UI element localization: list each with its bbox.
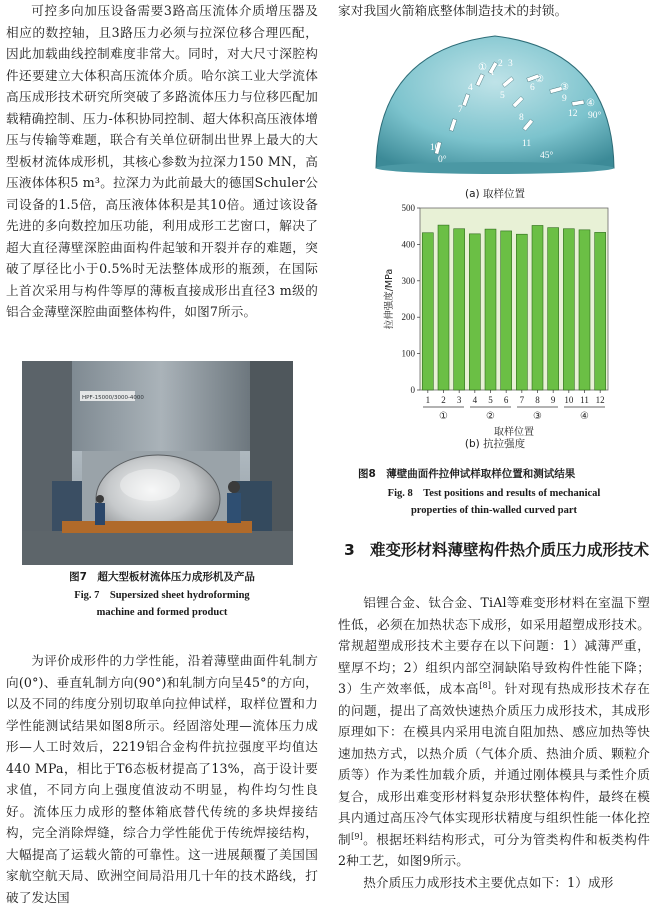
paragraph-mechanical-properties: 为评价成形件的力学性能，沿着薄壁曲面件轧制方向(0°)、垂直轧制方向(90°)和轧制方向呈45°的方向，以及不同的纬度分别切取单向拉伸试样，取样位置和力学性能测试结果如图8所示。经固溶处理—流体压力成形—人工时效后，2219铝合金构件抗拉强度平均值达440 MPa，相比于T6态板材提高了13%，高于设计要求值，不同方向上强度值波动不明显，构件均匀性良好。流体压力成形的整体箱底替代传统的多块焊接结构，完全消除焊缝，综合力学性能优于传统焊接结构，大幅提高了运载火箭的可靠性。这一进展颠覆了美国国家航空航天局、欧洲空间局沿用几十年的技术路线，打破了发达国 [6, 653, 318, 905]
x-tick-label: 6 [503, 395, 509, 405]
spec-label-5: 5 [500, 91, 505, 101]
y-axis-label: 拉伸强度/MPa [384, 268, 395, 330]
group-label: ② [486, 411, 495, 422]
fig8-caption-cn: 图8 薄壁曲面件拉伸试样取样位置和测试结果 [358, 468, 576, 480]
x-tick-label: 7 [519, 395, 525, 405]
tensile-strength-chart [370, 200, 620, 445]
bar-1 [422, 233, 433, 390]
spec-label-10: 10 [430, 143, 440, 153]
spec-label-7: 7 [458, 105, 463, 115]
hydroforming-machine-image [22, 361, 293, 565]
fig8-caption [338, 466, 650, 519]
x-tick-label: 1 [425, 395, 431, 405]
fig8a-caption: (a) 取样位置 [465, 188, 525, 200]
angle-label-90: 90° [588, 111, 602, 121]
fig8a-dome [372, 28, 618, 198]
paragraph-hot-medium-part3: 。根据坯料结构形式，可分为管类构件和板类构件2种工艺，如图9所示。 [338, 831, 650, 868]
spec-label-9: 9 [562, 94, 567, 104]
bar-11 [579, 230, 590, 390]
bar-10 [563, 229, 574, 390]
spec-label-4: 4 [468, 83, 473, 93]
y-tick-label: 400 [401, 239, 415, 250]
x-tick-label: 12 [595, 395, 605, 405]
x-tick-label: 5 [488, 395, 493, 405]
fig8-caption-en-line2: properties of thin-walled curved part [410, 505, 578, 516]
section-title-text: 难变形材料薄壁构件热介质压力成形技术 [370, 541, 650, 559]
x-tick-label: 11 [580, 395, 589, 405]
x-tick-label: 2 [441, 395, 446, 405]
left-column [6, 0, 318, 323]
spec-label-2: 2 [498, 59, 503, 69]
x-tick-label: 10 [564, 395, 574, 405]
section-number: 3 [344, 541, 355, 559]
paragraph-continued: 家对我国火箭箱底整体制造技术的封锁。 [338, 3, 568, 18]
right-column [338, 0, 650, 22]
fig8b-chart [370, 200, 620, 462]
circled-label-1: ① [478, 62, 487, 73]
fig8-caption-en-line1: Fig. 8 Test positions and results of mechanical [387, 488, 601, 499]
bar-12 [595, 232, 606, 390]
bar-2 [438, 225, 449, 390]
group-label: ④ [580, 411, 589, 422]
bar-4 [469, 234, 480, 390]
spec-label-12: 12 [568, 109, 578, 119]
circled-label-4: ④ [586, 98, 595, 109]
fig7-caption-en-line2: machine and formed product [96, 607, 228, 618]
y-tick-label: 100 [401, 348, 415, 359]
paragraph-hot-medium-part2: 。针对现有热成形技术存在的问题，提出了高效快速热介质压力成形技术，其成形原理如下：在模具内采用电流自阻加热、感应加热等快速加热方式，以热介质（气体介质、热油介质、颗粒介质等）作为柔性加载介质，并通过刚体模具与柔性介质复合，成形出难变形材料复杂形状整体构件，最终在模具内通过高压冷气体实现形状精度与组织性能一体化控制 [338, 681, 650, 847]
bar-3 [454, 229, 465, 390]
fig7-caption [6, 569, 318, 621]
spec-label-8: 8 [519, 113, 524, 123]
circled-label-3: ③ [560, 82, 569, 93]
spec-label-6: 6 [530, 83, 535, 93]
y-tick-label: 200 [401, 312, 415, 323]
bar-5 [485, 229, 496, 390]
x-tick-label: 8 [535, 395, 540, 405]
x-tick-label: 3 [456, 395, 462, 405]
reference-9[interactable]: [9] [351, 831, 363, 841]
reference-8[interactable]: [8] [479, 680, 491, 690]
section-heading [344, 538, 650, 563]
angle-label-0: 0° [438, 155, 447, 165]
bar-6 [501, 231, 512, 390]
group-label: ① [439, 411, 448, 422]
y-tick-label: 0 [410, 385, 415, 395]
paragraph-hot-medium-part1: 铝锂合金、钛合金、TiAl等难变形材料在室温下塑性低，必须在加热状态下成形，如采用超塑成形技术。常规超塑成形技术主要存在以下问题：1）减薄严重，壁厚不均；2）组织内部空洞缺陷导致构件性能下降；3）生产效率低，成本高 [338, 595, 650, 696]
left-column-lower [6, 650, 318, 908]
paragraph-hot-medium [338, 592, 650, 872]
fig7-photo [22, 361, 293, 565]
x-tick-label: 4 [472, 395, 478, 405]
y-tick-label: 500 [401, 203, 415, 213]
paragraph-advantages: 热介质压力成形技术主要优点如下：1）成形 [363, 874, 614, 890]
group-label: ③ [533, 411, 542, 422]
fig7-caption-en-line1: Fig. 7 Supersized sheet hydroforming [74, 590, 250, 601]
angle-label-45: 45° [540, 151, 554, 161]
right-column-lower [338, 592, 650, 893]
spec-label-3: 3 [508, 59, 513, 69]
y-tick-label: 300 [401, 275, 415, 286]
machine-nameplate: HPF-15000/3000-4000 [82, 395, 144, 401]
bar-7 [516, 234, 527, 390]
spec-label-11: 11 [522, 139, 532, 149]
fig7-caption-cn: 图7 超大型板材流体压力成形机及产品 [69, 571, 255, 583]
x-axis-label: 取样位置 [494, 427, 534, 438]
bar-9 [548, 228, 559, 390]
fig8b-caption: (b) 抗拉强度 [464, 438, 526, 450]
circled-label-2: ② [535, 74, 544, 85]
paragraph-fig7-intro: 可控多向加压设备需要3路高压流体介质增压器及相应的数控轴，且3路压力必须与拉深位移合理匹配，因此加载曲线控制难度非常大。同时，对大尺寸深腔构件还要建立大体积高压流体介质。哈尔滨工业大学流体高压成形技术研究所突破了多路流体压力与位移匹配加载精确控制、压力-体积协同控制、超大体积高压液体增压与传输等难题，联合有关单位研制出世界上最大的大型板材流体成形机，其核心参数为拉深力150 MN，高压液体体积5 m³。拉深力为此前最大的德国Schuler公司设备的1.5倍，高压液体体积是其10倍。通过该设备先进的多向数控加压功能，利用成形工艺窗口，解决了超大直径薄壁深腔曲面构件起皱和开裂并存的难题，突破了厚径比小于0.5%时无法整体成形的瓶颈，在国际上首次采用与构件等厚的薄板直接成形出直径3 m级的铝合金薄壁深腔曲面整体构件，如图7所示。 [6, 3, 318, 319]
sampling-positions-diagram [372, 28, 618, 178]
x-tick-label: 9 [550, 395, 556, 405]
spec-label-1: 1 [490, 68, 495, 78]
bar-8 [532, 225, 543, 390]
